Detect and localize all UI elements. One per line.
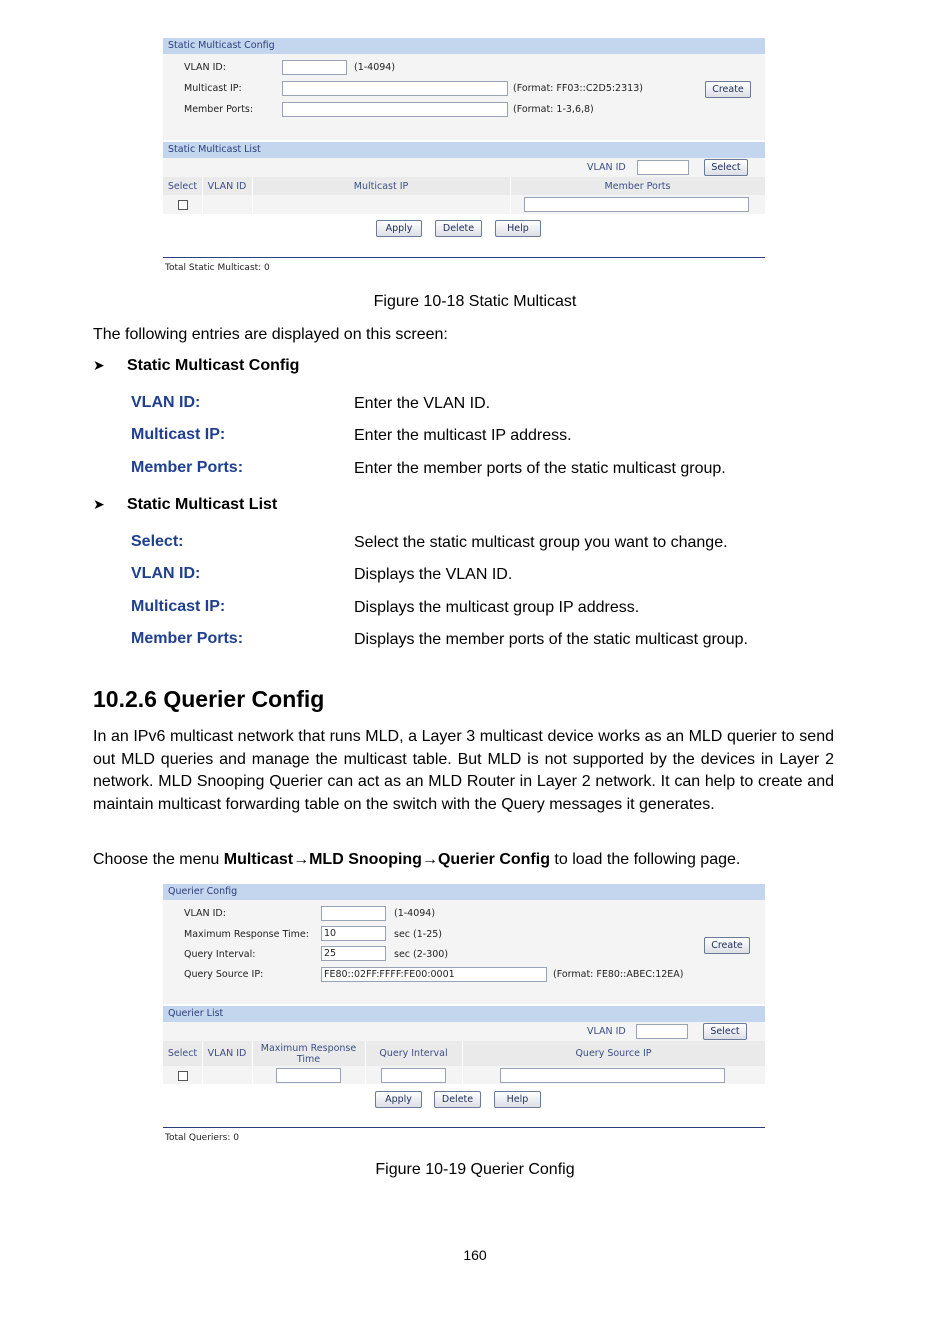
column-multicast-ip: Multicast IP (353, 181, 409, 192)
term-description: Enter the multicast IP address. (354, 427, 572, 444)
q-max-response-edit-input[interactable] (276, 1068, 341, 1083)
querier-list-header: Querier List (163, 1006, 765, 1022)
q-select-button[interactable]: Select (703, 1023, 747, 1040)
filter-vlan-input[interactable] (637, 160, 689, 175)
term-description: Enter the VLAN ID. (354, 395, 491, 412)
term: Multicast IP: (131, 426, 226, 443)
q-column-select: Select (167, 1048, 198, 1059)
querier-config-header: Querier Config (163, 884, 765, 900)
term-description: Select the static multicast group you want to change. (354, 534, 728, 551)
bullet-arrow-icon: ➤ (93, 357, 105, 373)
q-filter-vlan-input[interactable] (636, 1024, 688, 1039)
column-member-ports: Member Ports (604, 181, 671, 192)
help-button[interactable]: Help (495, 220, 541, 237)
multicast-ip-hint: (Format: FF03::C2D5:2313) (513, 83, 643, 94)
menu-path: Multicast→MLD Snooping→Querier Config (223, 851, 550, 868)
vlan-id-input[interactable] (282, 60, 347, 75)
multicast-ip-input[interactable] (282, 81, 508, 96)
member-ports-input[interactable] (282, 102, 508, 117)
term: VLAN ID: (131, 394, 201, 411)
q-query-source-edit-input[interactable] (500, 1068, 725, 1083)
term-description: Displays the member ports of the static multicast group. (354, 631, 748, 648)
term-description: Displays the multicast group IP address. (354, 599, 640, 616)
section-title: 10.2.6 Querier Config (93, 686, 325, 712)
apply-button[interactable]: Apply (376, 220, 422, 237)
querier-paragraph: In an IPv6 multicast network that runs MLD, a Layer 3 multicast device works as an MLD querier to send out MLD queries and manage the multicast table. But MLD is not supported by the devices in Layer 2 network. MLD Snooping Querier can act as an MLD Router in Layer 2 network. It can help to create and maintain multicast forwarding table on the switch with the Query messages it generates. (93, 728, 834, 814)
query-interval-label: Query Interval: (184, 949, 256, 960)
q-vlan-id-label: VLAN ID: (184, 908, 226, 919)
q-create-button[interactable]: Create (704, 937, 750, 954)
multicast-ip-label: Multicast IP: (184, 83, 242, 94)
q-filter-vlan-label: VLAN ID (587, 1026, 626, 1037)
q-select-all-checkbox[interactable] (178, 1071, 188, 1081)
select-all-checkbox[interactable] (178, 200, 188, 210)
term: Member Ports: (131, 630, 244, 647)
column-select: Select (167, 181, 198, 192)
q-vlan-id-input[interactable] (321, 906, 386, 921)
menu-path-text: Choose the menu Multicast→MLD Snooping→Querier Config to load the following page. (93, 851, 741, 868)
query-interval-input[interactable]: 25 (321, 946, 386, 961)
term: Multicast IP: (131, 598, 226, 615)
q-column-query-interval: Query Interval (379, 1048, 448, 1059)
query-source-hint: (Format: FE80::ABEC:12EA) (553, 969, 684, 980)
query-interval-hint: sec (2-300) (394, 949, 449, 960)
filter-vlan-label: VLAN ID (587, 162, 626, 173)
figure-caption: Figure 10-18 Static Multicast (373, 293, 577, 310)
query-source-input[interactable]: FE80::02FF:FFFF:FE00:0001 (321, 967, 547, 982)
total-queriers: Total Queriers: 0 (165, 1133, 239, 1143)
term: Member Ports: (131, 459, 244, 476)
total-static-multicast: Total Static Multicast: 0 (165, 263, 270, 273)
q-column-vlan-id: VLAN ID (207, 1048, 247, 1059)
column-vlan-id: VLAN ID (207, 181, 247, 192)
member-ports-hint: (Format: 1-3,6,8) (513, 104, 594, 115)
select-button[interactable]: Select (704, 159, 748, 176)
q-apply-button[interactable]: Apply (375, 1091, 422, 1108)
q-delete-button[interactable]: Delete (434, 1091, 481, 1108)
term: Select: (131, 533, 184, 550)
query-source-label: Query Source IP: (184, 969, 264, 980)
q-vlan-id-hint: (1-4094) (394, 908, 436, 919)
static-multicast-list-header: Static Multicast List (163, 142, 765, 158)
vlan-id-hint: (1-4094) (354, 62, 396, 73)
bullet-arrow-icon: ➤ (93, 496, 105, 512)
page-number: 160 (463, 1247, 487, 1263)
term: VLAN ID: (131, 565, 201, 582)
max-response-label: Maximum Response Time: (184, 929, 309, 940)
term-description: Enter the member ports of the static multicast group. (354, 460, 726, 477)
member-ports-edit-input[interactable] (524, 197, 749, 212)
vlan-id-label: VLAN ID: (184, 62, 226, 73)
max-response-input[interactable]: 10 (321, 926, 386, 941)
term-description: Displays the VLAN ID. (354, 566, 513, 583)
figure-caption-2: Figure 10-19 Querier Config (375, 1161, 575, 1178)
create-button[interactable]: Create (705, 81, 751, 98)
q-help-button[interactable]: Help (494, 1091, 541, 1108)
q-column-max-response: Maximum Response Time (260, 1043, 357, 1065)
member-ports-label: Member Ports: (184, 104, 254, 115)
static-multicast-config-body (163, 54, 765, 140)
static-multicast-config-header: Static Multicast Config (163, 38, 765, 54)
q-query-interval-edit-input[interactable] (381, 1068, 446, 1083)
section-heading: ➤ Static Multicast List (93, 496, 278, 513)
max-response-hint: sec (1-25) (394, 929, 443, 940)
q-column-query-source: Query Source IP (575, 1048, 652, 1059)
section-heading: ➤ Static Multicast Config (93, 357, 300, 374)
delete-button[interactable]: Delete (435, 220, 482, 237)
intro-text: The following entries are displayed on this screen: (93, 326, 448, 343)
